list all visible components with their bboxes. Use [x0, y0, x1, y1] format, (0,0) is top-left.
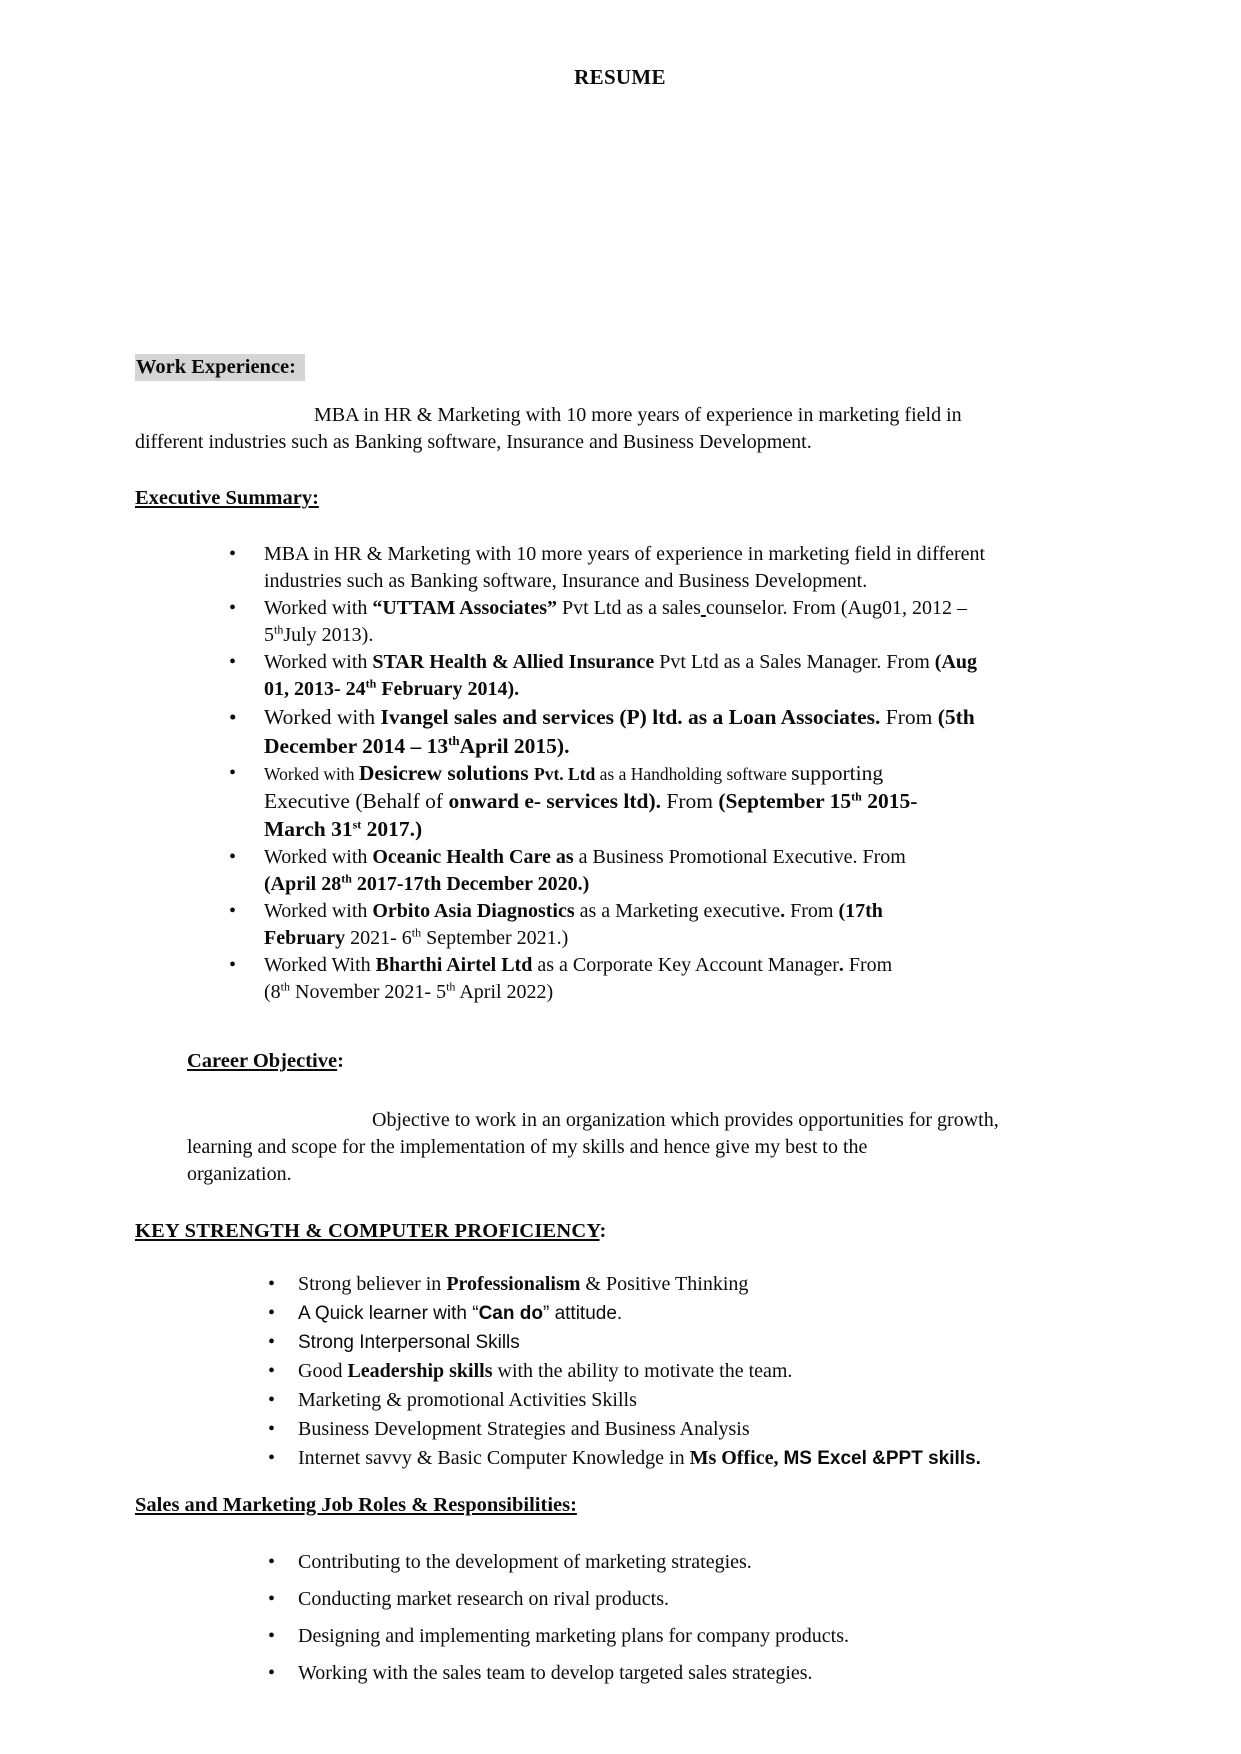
text-run: “UTTAM Associates” — [372, 597, 557, 619]
text-run: as a Marketing executive — [574, 900, 781, 922]
bullet-text — [264, 954, 892, 1003]
bullet-item — [135, 760, 1105, 844]
text-run: February — [264, 927, 346, 949]
resume-title — [135, 0, 1105, 91]
text-run: March 31 — [264, 817, 353, 841]
text-run: From — [661, 789, 719, 813]
text-run: Working with the sales team to develop targeted sales strategies. — [298, 1662, 813, 1684]
bullet-item — [135, 1445, 1105, 1472]
bullet-marker-icon: • — [268, 1273, 276, 1295]
bullet-marker-icon: • — [268, 1302, 276, 1324]
text-run: organization. — [187, 1163, 292, 1185]
bullet-text — [298, 1360, 792, 1382]
text-run: Worked With — [264, 954, 376, 976]
bullet-marker-icon: • — [229, 705, 237, 729]
text-run: with the ability to motivate the team. — [492, 1360, 793, 1382]
text-run: Worked with — [264, 900, 373, 922]
bullet-text — [264, 543, 985, 592]
bullet-item — [135, 1300, 1105, 1327]
text-run: Worked with — [264, 597, 373, 619]
text-run: Good — [298, 1360, 348, 1382]
text-run: Conducting market research on rival products. — [298, 1588, 669, 1610]
section-heading-work — [135, 354, 1105, 381]
text-run: & Positive Thinking — [580, 1273, 749, 1295]
bullet-text — [264, 705, 975, 758]
text-run: November 2021- 5 — [290, 981, 447, 1003]
text-run: Career Objective — [187, 1050, 338, 1072]
text-run: 5 — [264, 624, 274, 646]
text-run: February 2014). — [376, 678, 520, 700]
bullet-text — [264, 597, 967, 646]
text-run: different industries such as Banking software, Insurance and Business Development. — [135, 431, 812, 453]
bullet-marker-icon: • — [268, 1360, 276, 1382]
section-heading-sales — [135, 1492, 1105, 1519]
text-run: Sales and Marketing Job Roles & Responsibilities: — [135, 1494, 577, 1516]
text-run: as a Corporate Key Account Manager — [532, 954, 839, 976]
text-run: : — [337, 1050, 344, 1072]
text-run: Ms Office, — [689, 1447, 779, 1469]
bullet-list-list1 — [135, 541, 1105, 1006]
text-run: 2015- — [861, 789, 918, 813]
text-run: : — [599, 1220, 607, 1242]
text-run: Contributing to the development of marketing strategies. — [298, 1551, 752, 1573]
text-run: (5th — [937, 705, 975, 729]
highlighted-heading-text — [135, 354, 305, 381]
bullet-text — [264, 651, 977, 700]
text-run: Executive (Behalf of — [264, 789, 449, 813]
text-run: (17th — [838, 900, 883, 922]
text-run: Objective to work in an organization which provides opportunities for growth, — [372, 1109, 999, 1131]
paragraph-para1 — [135, 402, 1105, 456]
text-run: From — [843, 954, 893, 976]
bullet-text — [298, 1588, 669, 1610]
text-run: Pvt. Ltd — [534, 764, 596, 784]
bullet-text — [298, 1302, 622, 1324]
text-run: supporting — [791, 761, 884, 785]
bullet-item — [135, 1623, 1105, 1650]
text-run: ” attitude. — [542, 1303, 623, 1324]
section-heading-exec — [135, 485, 1105, 512]
bullet-text — [264, 900, 883, 949]
text-run: Business Development Strategies and Business Analysis — [298, 1418, 750, 1440]
text-run: st — [352, 817, 362, 832]
text-run: Internet savvy & Basic Computer Knowledge in — [298, 1447, 690, 1469]
bullet-item — [135, 1387, 1105, 1414]
bullet-text — [298, 1389, 637, 1411]
bullet-marker-icon: • — [229, 543, 237, 565]
bullet-text — [298, 1331, 520, 1353]
bullet-marker-icon: • — [268, 1447, 276, 1469]
section-heading-career — [187, 1048, 1105, 1075]
bullet-marker-icon: • — [268, 1551, 276, 1573]
text-run: Worked with — [264, 846, 373, 868]
text-run: Leadership skills — [347, 1360, 493, 1382]
bullet-item — [135, 541, 1105, 595]
text-run: th — [411, 925, 422, 940]
text-run: A Quick learner with “ — [298, 1303, 479, 1324]
bullet-item — [135, 952, 1105, 1006]
text-run: th — [851, 789, 862, 804]
bullet-text — [264, 763, 917, 841]
bullet-text — [264, 846, 906, 895]
text-run: July 2013). — [283, 624, 374, 646]
section-heading-key — [135, 1218, 1105, 1245]
text-run: Designing and implementing marketing plans for company products. — [298, 1625, 849, 1647]
bullet-marker-icon: • — [229, 954, 237, 976]
bullet-marker-icon: • — [229, 651, 237, 673]
text-run: th — [365, 676, 377, 691]
text-run: Oceanic Health Care as — [372, 846, 574, 868]
bullet-marker-icon: • — [268, 1331, 276, 1353]
text-run: (8 — [264, 981, 281, 1003]
text-run: Orbito Asia Diagnostics — [372, 900, 575, 922]
bullet-marker-icon: • — [229, 846, 237, 868]
text-run: Can do — [478, 1303, 543, 1324]
bullet-text — [298, 1273, 748, 1295]
document-content — [135, 0, 1105, 1697]
text-run: December 2014 – 13 — [264, 733, 449, 758]
bullet-item — [135, 1329, 1105, 1356]
text-run: Marketing & promotional Activities Skills — [298, 1389, 637, 1411]
text-run: th — [446, 979, 456, 994]
bullet-text — [298, 1625, 849, 1647]
text-run: Worked with — [264, 764, 359, 784]
bullet-item — [135, 1271, 1105, 1298]
bullet-marker-icon: • — [268, 1662, 276, 1684]
paragraph-objective — [187, 1107, 1105, 1188]
text-run: STAR Health & Allied Insurance — [372, 651, 655, 673]
bullet-marker-icon: • — [229, 597, 237, 619]
text-run: Pvt Ltd as a Sales Manager. From — [654, 651, 935, 673]
text-run: April 2022) — [455, 981, 554, 1003]
text-run: th — [448, 733, 460, 748]
text-run: . — [780, 900, 786, 922]
text-run: Strong believer in — [298, 1273, 447, 1295]
text-run: MBA in HR & Marketing with 10 more years of experience in marketing field in different — [264, 543, 986, 565]
text-run: 2017.) — [361, 817, 423, 841]
text-run: Worked with — [264, 705, 381, 729]
bullet-list-list3 — [135, 1549, 1105, 1687]
bullet-marker-icon: • — [268, 1389, 276, 1411]
bullet-marker-icon: • — [268, 1588, 276, 1610]
bullet-text — [298, 1418, 750, 1440]
bullet-marker-icon: • — [229, 762, 237, 784]
text-run: Professionalism — [446, 1273, 581, 1295]
text-run: onward e- services ltd). — [448, 789, 662, 813]
bullet-item — [135, 1416, 1105, 1443]
text-run: (September 15 — [718, 789, 852, 813]
text-run: Executive Summary: — [135, 487, 319, 509]
bullet-text — [298, 1447, 981, 1469]
text-run: Pvt Ltd as a sales — [557, 597, 701, 619]
text-run: MS Excel &PPT skills. — [783, 1448, 981, 1469]
text-run: 2017-17th December 2020.) — [351, 873, 590, 895]
bullet-marker-icon: • — [268, 1418, 276, 1440]
text-run: learning and scope for the implementation of my skills and hence give my best to the — [187, 1136, 868, 1158]
text-run: From — [785, 900, 839, 922]
bullet-item — [135, 898, 1105, 952]
bullet-item — [135, 1358, 1105, 1385]
bullet-item — [135, 703, 1105, 760]
text-run: September 2021.) — [421, 927, 569, 949]
text-run: Strong Interpersonal Skills — [298, 1332, 520, 1353]
bullet-item — [135, 1660, 1105, 1687]
text-run: (April 28 — [264, 873, 342, 895]
text-run: Work Experience: — [136, 356, 296, 378]
text-run: th — [280, 979, 291, 994]
text-run: (Aug — [934, 651, 978, 673]
text-run: th — [274, 622, 284, 637]
text-run: RESUME — [574, 65, 666, 89]
bullet-marker-icon: • — [229, 900, 237, 922]
text-run: 01, 2013- 24 — [264, 678, 366, 700]
text-run: Desicrew solutions — [358, 761, 535, 785]
text-run: th — [341, 871, 352, 886]
text-run: MBA in HR & Marketing with 10 more years of experience in marketing field in — [314, 404, 962, 426]
bullet-item — [135, 1586, 1105, 1613]
text-run: . — [838, 954, 844, 976]
bullet-marker-icon: • — [268, 1625, 276, 1647]
text-run: KEY STRENGTH & COMPUTER PROFICIENCY — [135, 1220, 600, 1242]
text-run: Bharthi Airtel Ltd — [375, 954, 533, 976]
bullet-list-list2 — [135, 1271, 1105, 1472]
bullet-item — [135, 649, 1105, 703]
bullet-item — [135, 595, 1105, 649]
bullet-text — [298, 1662, 813, 1684]
text-run: a Business Promotional Executive. From — [573, 846, 906, 868]
text-run: Ivangel sales and services (P) ltd. as a Loan Associates. — [380, 705, 881, 729]
text-run: April 2015). — [459, 733, 570, 758]
text-run: From — [880, 705, 938, 729]
bullet-item — [135, 1549, 1105, 1576]
text-run: counselor. From (Aug01, 2012 – — [705, 597, 967, 619]
bullet-text — [298, 1551, 752, 1573]
bullet-item — [135, 844, 1105, 898]
text-run: industries such as Banking software, Insurance and Business Development. — [264, 570, 868, 592]
text-run: as a Handholding software — [595, 764, 792, 784]
text-run: 2021- 6 — [345, 927, 412, 949]
text-run: Worked with — [264, 651, 373, 673]
